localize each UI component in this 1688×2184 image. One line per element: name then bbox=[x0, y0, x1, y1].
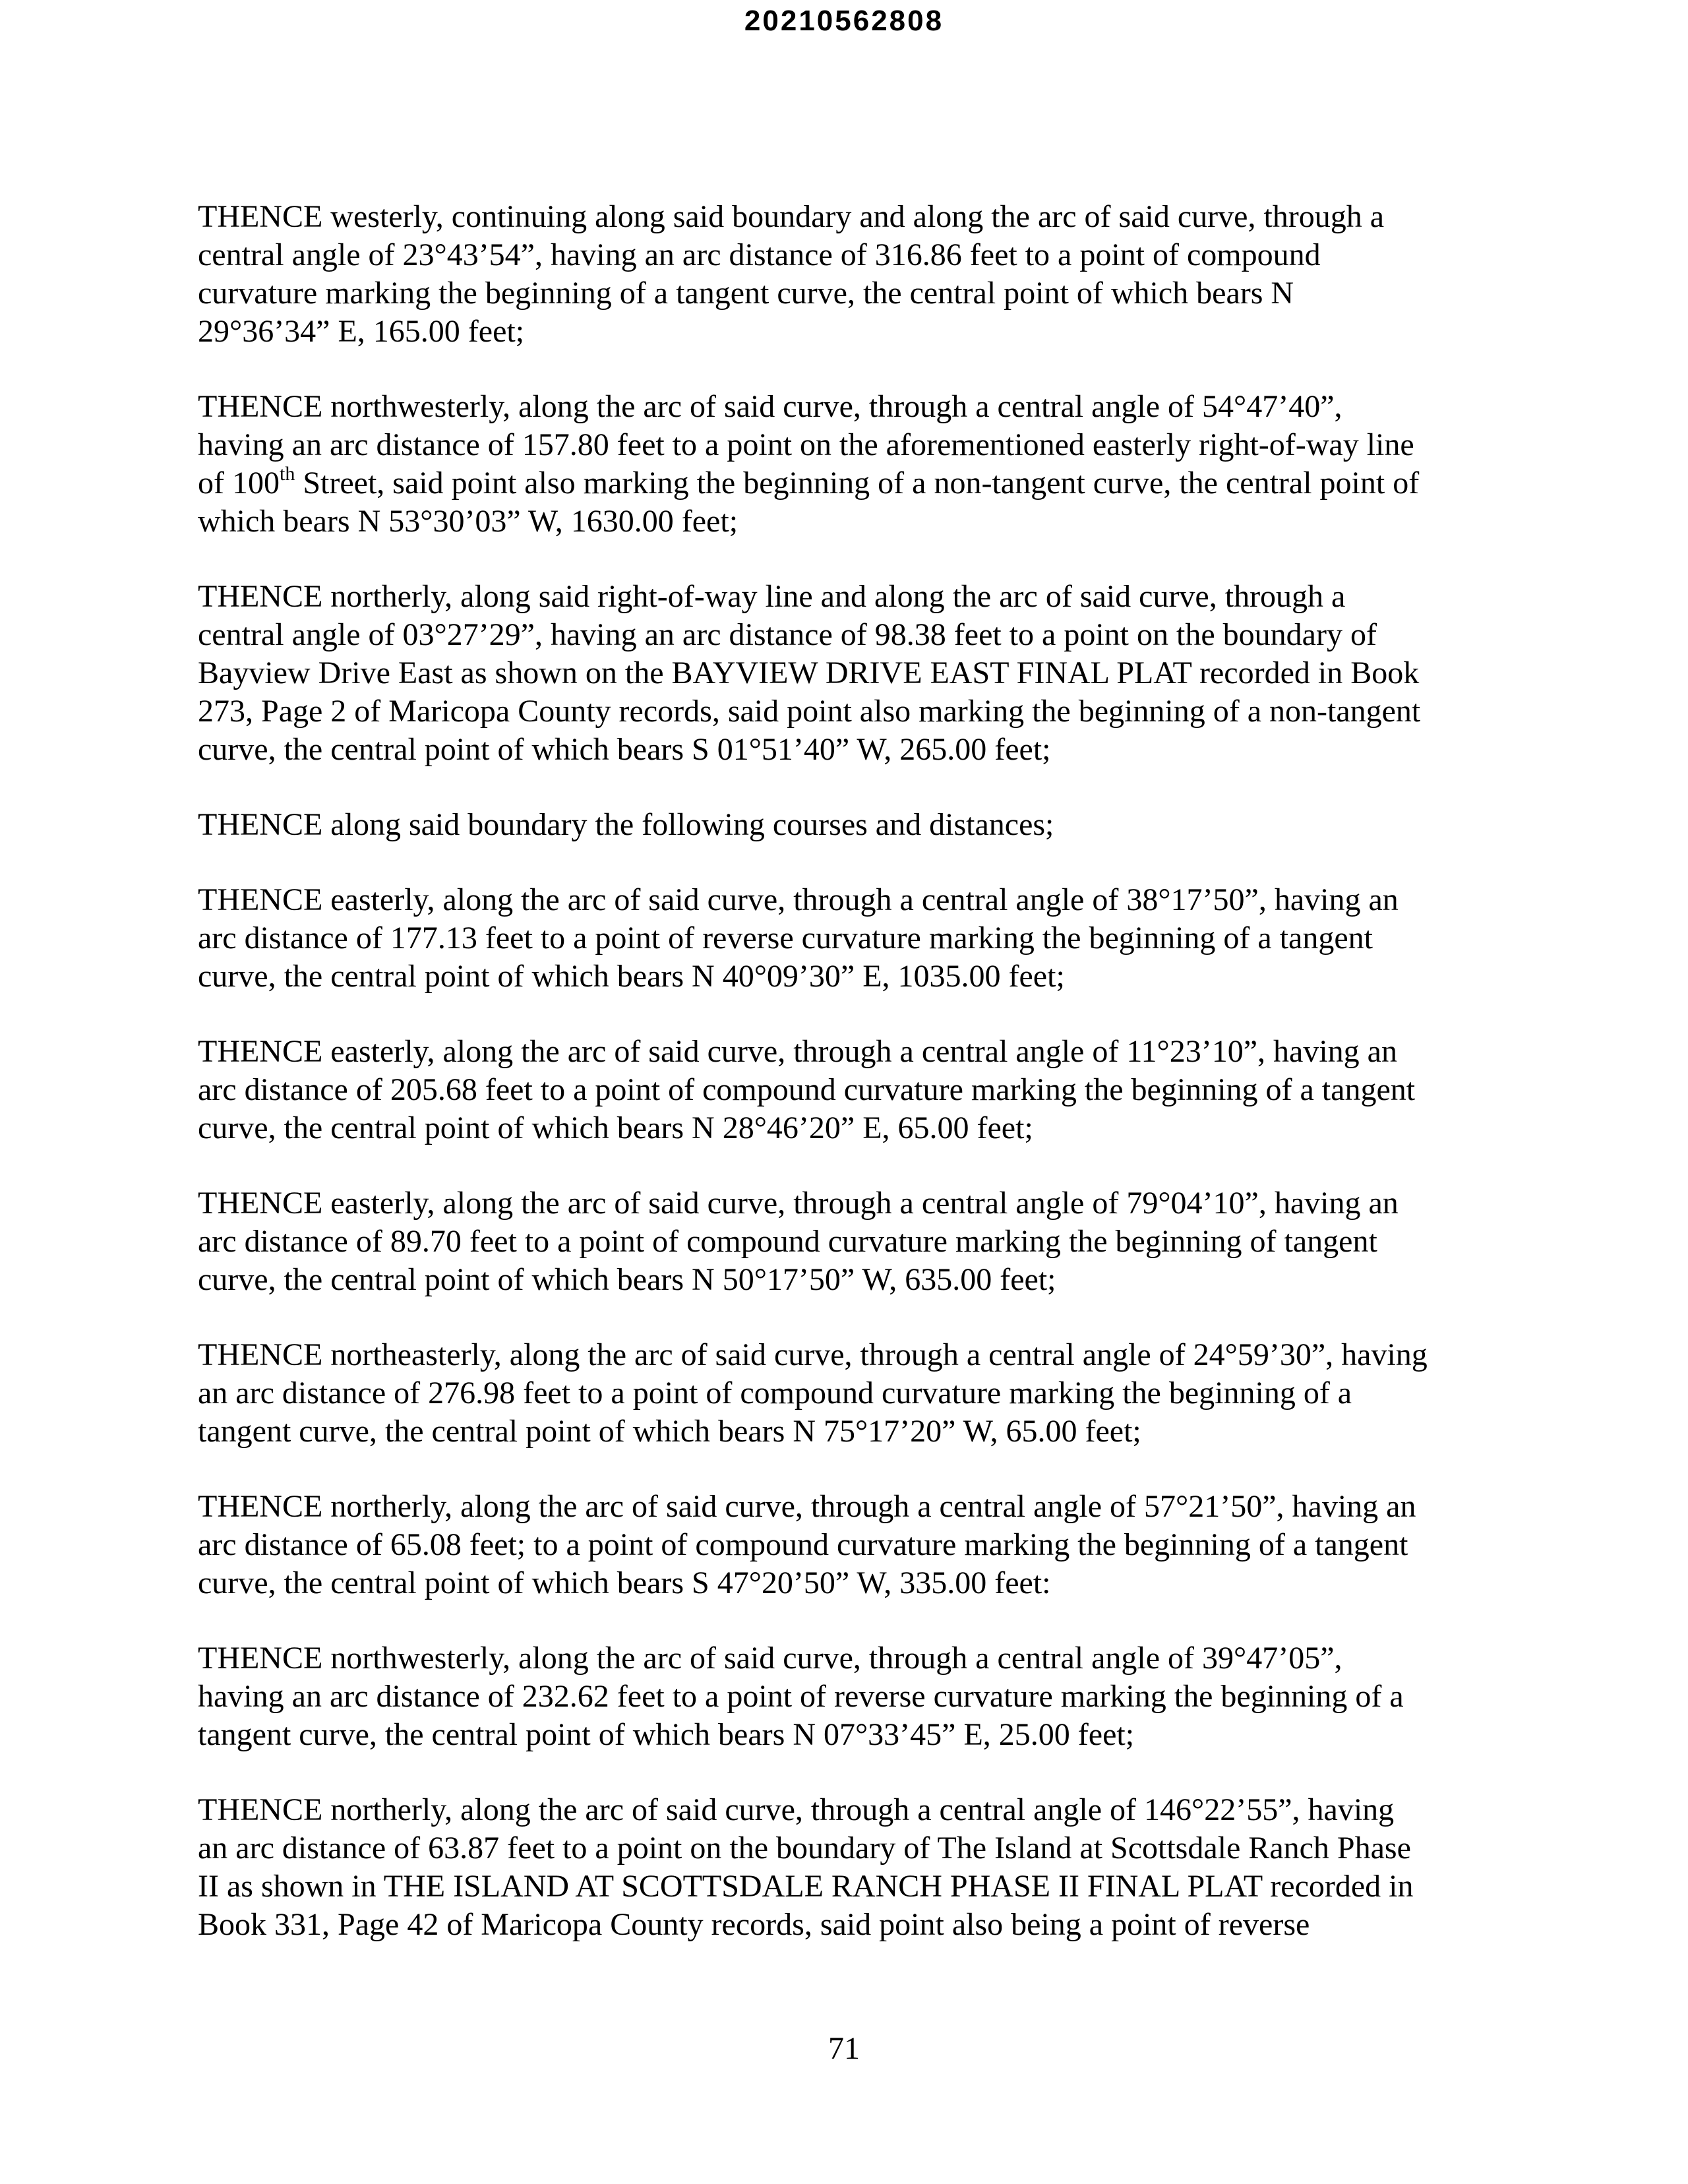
text-line: which bears N 53°30’03” W, 1630.00 feet; bbox=[198, 504, 738, 539]
text-line: II as shown in THE ISLAND AT SCOTTSDALE RANCH PHASE II FINAL PLAT recorded in bbox=[198, 1869, 1414, 1904]
text-line-with-superscript bbox=[198, 464, 1490, 502]
page-number: 71 bbox=[828, 2031, 860, 2066]
text-line: THENCE northerly, along the arc of said curve, through a central angle of 57°21’50”, having an bbox=[198, 1489, 1416, 1524]
text-line: Book 331, Page 42 of Maricopa County records, said point also being a point of reverse bbox=[198, 1907, 1310, 1942]
text-line: THENCE easterly, along the arc of said curve, through a central angle of 11°23’10”, having an bbox=[198, 1034, 1397, 1069]
paragraph-7 bbox=[198, 1184, 1490, 1299]
text-line: curve, the central point of which bears S 01°51’40” W, 265.00 feet; bbox=[198, 732, 1051, 767]
text-line: arc distance of 177.13 feet to a point of reverse curvature marking the beginning of a tangent bbox=[198, 921, 1373, 956]
paragraph-1 bbox=[198, 198, 1490, 351]
paragraph-6 bbox=[198, 1033, 1490, 1147]
text-line: THENCE easterly, along the arc of said curve, through a central angle of 38°17’50”, having an bbox=[198, 882, 1399, 917]
text-line: arc distance of 205.68 feet to a point of compound curvature marking the beginning of a tangent bbox=[198, 1072, 1416, 1107]
text-line: central angle of 23°43’54”, having an arc distance of 316.86 feet to a point of compound bbox=[198, 237, 1321, 272]
text-line: THENCE westerly, continuing along said boundary and along the arc of said curve, through a bbox=[198, 199, 1385, 234]
text-line: THENCE northerly, along the arc of said curve, through a central angle of 146°22’55”, having bbox=[198, 1792, 1395, 1827]
text-line: 273, Page 2 of Maricopa County records, said point also marking the beginning of a non-tangent bbox=[198, 694, 1421, 729]
paragraph-4 bbox=[198, 806, 1490, 844]
text-line: curve, the central point of which bears N 28°46’20” E, 65.00 feet; bbox=[198, 1110, 1033, 1145]
text-line: having an arc distance of 157.80 feet to a point on the aforementioned easterly right-of-way line bbox=[198, 427, 1414, 462]
text-line: curve, the central point of which bears S 47°20’50” W, 335.00 feet: bbox=[198, 1565, 1051, 1600]
document-number: 20210562808 bbox=[744, 5, 944, 37]
paragraph-2 bbox=[198, 388, 1490, 541]
text-line: an arc distance of 276.98 feet to a point of compound curvature marking the beginning of a bbox=[198, 1376, 1352, 1410]
text-line: curve, the central point of which bears N 50°17’50” W, 635.00 feet; bbox=[198, 1262, 1056, 1297]
paragraph-10 bbox=[198, 1639, 1490, 1754]
text-line: an arc distance of 63.87 feet to a point on the boundary of The Island at Scottsdale Ranch Phase bbox=[198, 1831, 1411, 1866]
text-line: THENCE northwesterly, along the arc of said curve, through a central angle of 54°47’40”, bbox=[198, 389, 1342, 424]
legal-description-body bbox=[198, 198, 1490, 1981]
text-line: curve, the central point of which bears N 40°09’30” E, 1035.00 feet; bbox=[198, 959, 1065, 994]
text-line: THENCE along said boundary the following courses and distances; bbox=[198, 807, 1054, 842]
text-fragment: Street, said point also marking the beginning of a non-tangent curve, the central point of bbox=[295, 466, 1420, 501]
text-line: THENCE northeasterly, along the arc of said curve, through a central angle of 24°59’30”, having bbox=[198, 1337, 1428, 1372]
text-line: THENCE northerly, along said right-of-way line and along the arc of said curve, through a bbox=[198, 579, 1346, 614]
paragraph-5 bbox=[198, 881, 1490, 996]
text-line: THENCE northwesterly, along the arc of said curve, through a central angle of 39°47’05”, bbox=[198, 1641, 1342, 1676]
text-line: tangent curve, the central point of which bears N 75°17’20” W, 65.00 feet; bbox=[198, 1414, 1141, 1449]
text-line: tangent curve, the central point of which bears N 07°33’45” E, 25.00 feet; bbox=[198, 1717, 1135, 1752]
ordinal-superscript: th bbox=[279, 463, 295, 485]
text-line: arc distance of 65.08 feet; to a point of compound curvature marking the beginning of a tangent bbox=[198, 1527, 1408, 1562]
paragraph-8 bbox=[198, 1336, 1490, 1451]
text-line: having an arc distance of 232.62 feet to a point of reverse curvature marking the beginning of a bbox=[198, 1679, 1404, 1714]
text-line: central angle of 03°27’29”, having an arc distance of 98.38 feet to a point on the boundary of bbox=[198, 617, 1377, 652]
text-fragment: of 100 bbox=[198, 466, 280, 501]
paragraph-11 bbox=[198, 1791, 1490, 1944]
text-line: 29°36’34” E, 165.00 feet; bbox=[198, 314, 525, 349]
text-line: arc distance of 89.70 feet to a point of compound curvature marking the beginning of tangent bbox=[198, 1224, 1377, 1259]
text-line: Bayview Drive East as shown on the BAYVIEW DRIVE EAST FINAL PLAT recorded in Book bbox=[198, 655, 1420, 690]
paragraph-3 bbox=[198, 578, 1490, 769]
text-line: THENCE easterly, along the arc of said curve, through a central angle of 79°04’10”, having an bbox=[198, 1186, 1399, 1221]
text-line: curvature marking the beginning of a tangent curve, the central point of which bears N bbox=[198, 276, 1294, 311]
paragraph-9 bbox=[198, 1488, 1490, 1602]
